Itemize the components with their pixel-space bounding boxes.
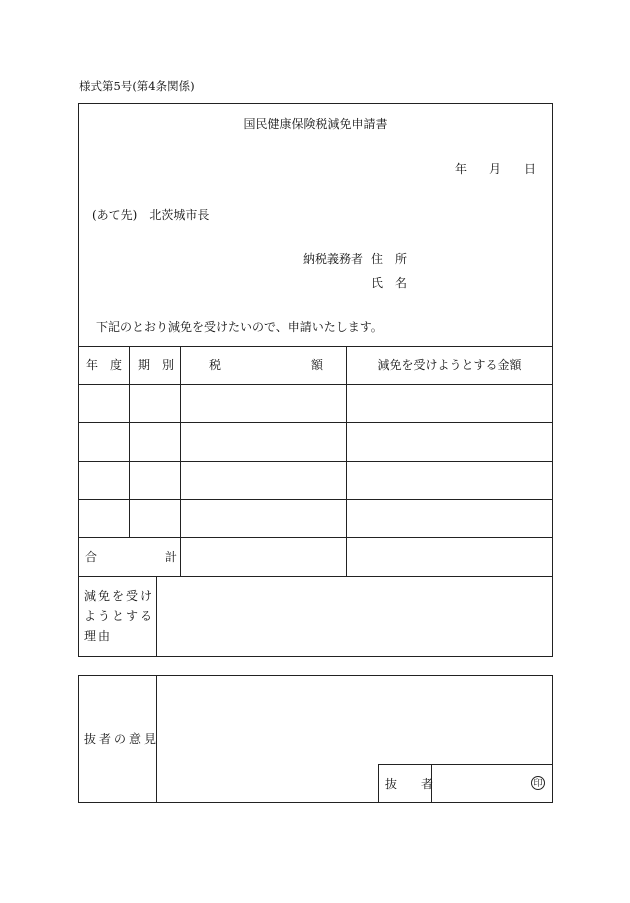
header-reduction-amount: 減免を受けようとする金額 [377, 358, 522, 372]
header-amount: 額 [311, 358, 324, 372]
addressee: (あて先) 北茨城市長 [92, 208, 210, 222]
total-label-left: 合 [85, 550, 98, 564]
application-form [78, 103, 553, 657]
reason-label: 減免を受け ようとする 理由 [84, 589, 155, 643]
column-divider-year-period [129, 346, 130, 537]
taxpayer-name-label: 氏 名 [371, 276, 408, 290]
table-top-border [78, 346, 553, 347]
total-label-right: 計 [165, 550, 178, 564]
total-row-bottom [78, 576, 553, 577]
date-month-label: 月 [489, 162, 502, 176]
header-tax: 税 [209, 358, 222, 372]
request-text: 下記のとおり減免を受けたいので、申請いたします。 [96, 320, 383, 334]
taxpayer-address-label: 住 所 [371, 252, 408, 266]
opinion-label: 抜者の意見 [84, 732, 160, 746]
table-header-bottom [78, 384, 553, 385]
taxpayer-label: 納税義務者 [303, 252, 364, 266]
column-divider-tax-reduction [346, 346, 347, 576]
date-day-label: 日 [524, 162, 537, 176]
table-row-border [78, 499, 553, 500]
seal-icon: 印 [531, 776, 545, 790]
signer-label: 抜 者 [385, 777, 434, 791]
reason-divider [156, 576, 157, 657]
table-row-border [78, 422, 553, 423]
form-title: 国民健康保険税減免申請書 [243, 117, 388, 131]
table-row-border [78, 461, 553, 462]
header-period: 期 別 [138, 358, 175, 372]
date-year-label: 年 [455, 162, 468, 176]
column-divider-period-tax [180, 346, 181, 576]
signer-left-border [378, 764, 379, 803]
header-year: 年 度 [86, 358, 123, 372]
signer-row-top [378, 764, 553, 765]
form-number: 様式第5号(第4条関係) [79, 79, 195, 93]
table-row-border [78, 537, 553, 538]
